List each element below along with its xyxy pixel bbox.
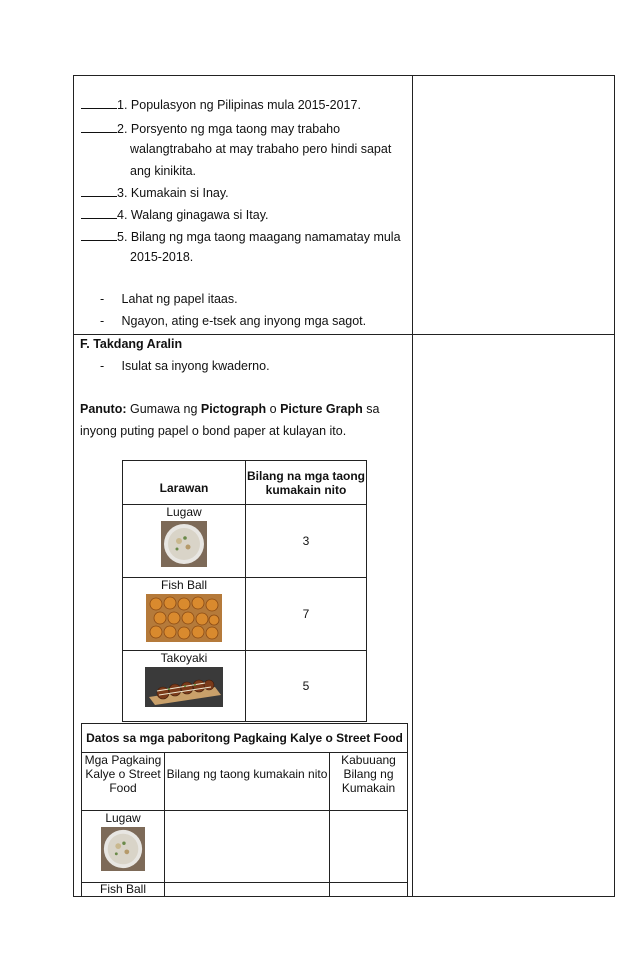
item-3: 3. Kumakain si Inay. (81, 185, 229, 200)
food-name: Lugaw (105, 811, 141, 825)
item-5-line-2: 2015-2018. (130, 250, 194, 264)
empty-count-cell[interactable] (165, 811, 330, 883)
header-larawan: Larawan (123, 461, 246, 505)
header-kabuuang-bilang: Kabuuang Bilang ng Kumakain (330, 753, 408, 811)
answer-blank[interactable] (81, 97, 117, 109)
count-cell: 3 (246, 505, 367, 578)
food-name: Fish Ball (160, 578, 207, 592)
header-bilang: Bilang na mga taong kumakain nito (246, 461, 367, 505)
section-f-bullet: - Isulat sa inyong kwaderno. (100, 359, 270, 373)
answer-blank[interactable] (81, 185, 117, 197)
count-cell: 5 (246, 651, 367, 722)
item-2-line-3: ang kinikita. (130, 164, 197, 178)
section-f-title: F. Takdang Aralin (80, 337, 183, 351)
takoyaki-image (145, 667, 223, 707)
header-bilang-kumakain: Bilang ng taong kumakain nito (165, 753, 330, 811)
lugaw-image (101, 827, 145, 871)
food-name: Takoyaki (160, 651, 208, 665)
panuto-line-1: Panuto: Gumawa ng Pictograph o Picture Graph sa (80, 402, 380, 416)
bullet-1: - Lahat ng papel itaas. (100, 292, 238, 306)
item-5: 5. Bilang ng mga taong maagang namamatay mula (81, 229, 401, 244)
pictograph-table (122, 460, 367, 722)
answer-blank[interactable] (81, 229, 117, 241)
table-title: Datos sa mga paboritong Pagkaing Kalye o Street Food (82, 724, 408, 753)
answer-blank[interactable] (81, 207, 117, 219)
lugaw-image (161, 521, 207, 567)
empty-total-cell[interactable] (330, 811, 408, 883)
empty-total-cell[interactable] (330, 883, 408, 897)
header-pagkain: Mga Pagkaing Kalye o Street Food (82, 753, 165, 811)
food-name: Lugaw (166, 505, 202, 519)
table-row (123, 505, 246, 578)
row-divider (73, 334, 615, 335)
bullet-2: - Ngayon, ating e-tsek ang inyong mga sagot. (100, 314, 367, 328)
answer-blank[interactable] (81, 121, 117, 133)
item-2: 2. Porsyento ng mga taong may trabaho (81, 121, 340, 136)
table-row (82, 811, 165, 883)
column-divider (412, 75, 413, 897)
item-2-line-2: walangtrabaho at may trabaho pero hindi sapat (130, 142, 392, 156)
table-row (123, 651, 246, 722)
item-1: 1. Populasyon ng Pilipinas mula 2015-2017. (81, 97, 361, 112)
panuto-line-2: inyong puting papel o bond paper at kulayan ito. (80, 424, 347, 438)
fish-ball-image (146, 594, 222, 642)
item-4: 4. Walang ginagawa si Itay. (81, 207, 269, 222)
table-row (123, 578, 246, 651)
street-food-data-table (81, 723, 408, 897)
table-row: Fish Ball (82, 883, 165, 897)
count-cell: 7 (246, 578, 367, 651)
empty-count-cell[interactable] (165, 883, 330, 897)
